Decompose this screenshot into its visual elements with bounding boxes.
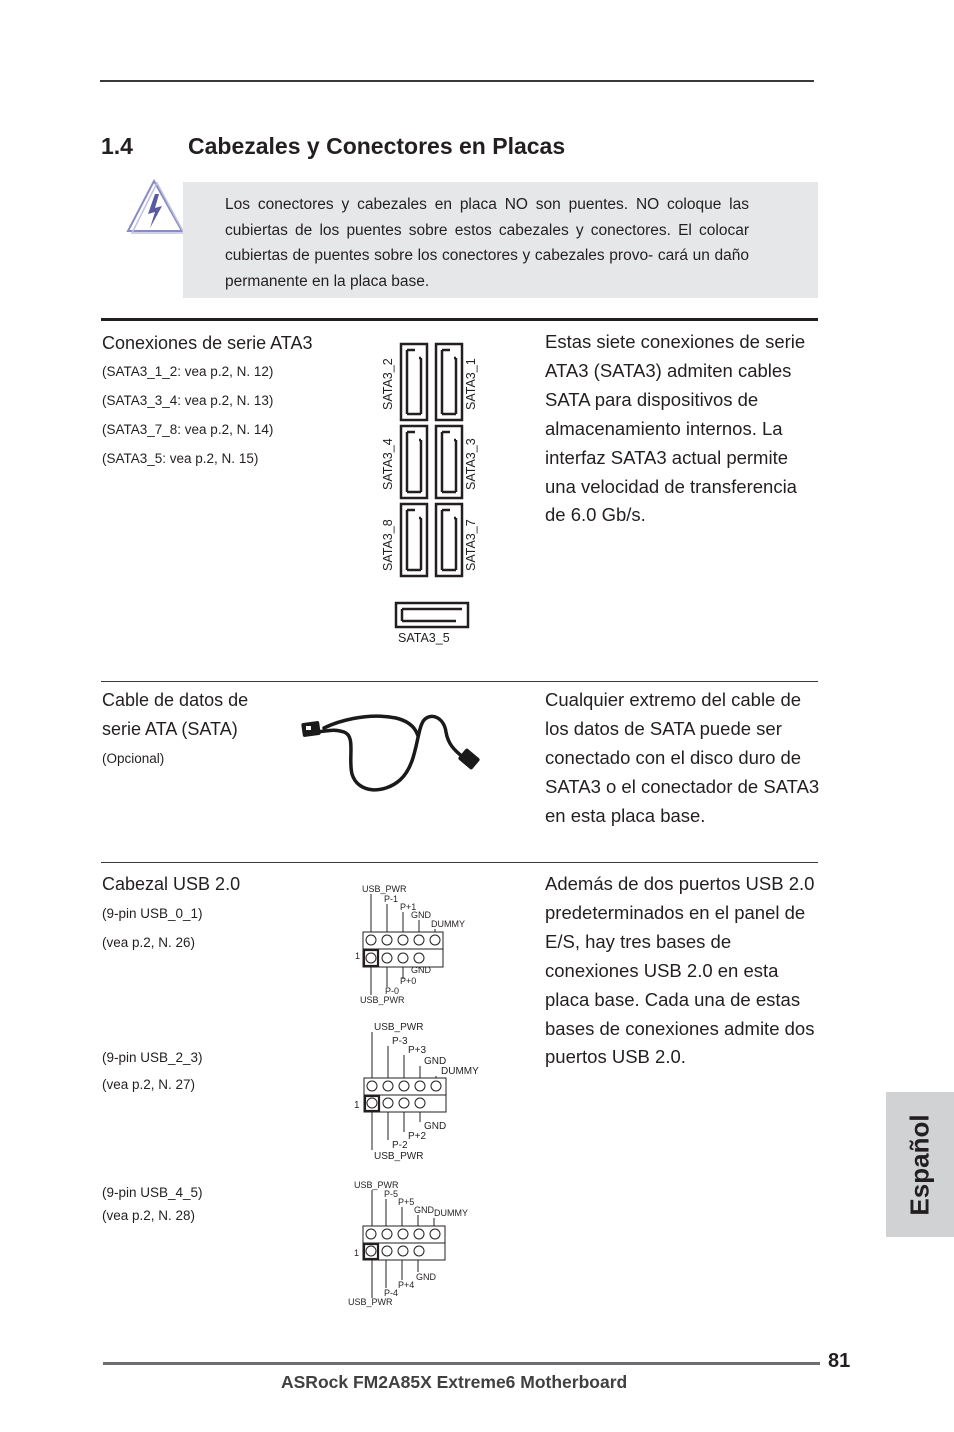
language-side-tab-label: Español bbox=[904, 1113, 935, 1216]
footer-rule bbox=[103, 1362, 820, 1365]
h3-bot-usbpwr: USB_PWR bbox=[348, 1297, 393, 1307]
port-label-sata3-3: SATA3_3 bbox=[464, 438, 478, 490]
h3-top-usbpwr: USB_PWR bbox=[354, 1180, 399, 1190]
page-number: 81 bbox=[828, 1350, 851, 1372]
cable-optional-note: (Opcional) bbox=[102, 751, 165, 766]
h1-bot-usbpwr: USB_PWR bbox=[360, 995, 405, 1005]
section-divider-cable bbox=[101, 681, 818, 682]
sata-ref-2: (SATA3_3_4: vea p.2, N. 13) bbox=[102, 393, 274, 408]
usb-title: Cabezal USB 2.0 bbox=[102, 874, 241, 894]
cable-title-line2: serie ATA (SATA) bbox=[102, 719, 238, 739]
h1-pin1-marker: 1 bbox=[355, 951, 361, 961]
h2-top-dummy: DUMMY bbox=[441, 1066, 479, 1077]
warning-note-box bbox=[183, 182, 818, 298]
sata-connectors-diagram bbox=[372, 338, 484, 650]
h3-top-dummy: DUMMY bbox=[434, 1208, 468, 1218]
usb-header2-ref: (vea p.2, N. 27) bbox=[102, 1077, 196, 1092]
h3-bot-pminus: P-4 bbox=[384, 1288, 399, 1298]
h1-bot-pminus: P-0 bbox=[385, 986, 400, 996]
h2-top-pplus: P+3 bbox=[408, 1045, 427, 1056]
h3-bot-gnd: GND bbox=[416, 1272, 436, 1282]
warning-lightning-icon bbox=[124, 178, 186, 236]
h2-top-usbpwr: USB_PWR bbox=[374, 1022, 424, 1033]
sata-ref-4: (SATA3_5: vea p.2, N. 15) bbox=[102, 451, 259, 466]
usb-description: Además de dos puertos USB 2.0 predeterminados en el panel de E/S, hay tres bases de conexiones USB 2.0 en esta placa base. Cada una de estas bases de conexiones admite dos puertos USB 2.0. bbox=[545, 873, 815, 1068]
section-divider-sata bbox=[101, 318, 818, 321]
h1-top-gnd: GND bbox=[411, 910, 431, 920]
port-label-sata3-7: SATA3_7 bbox=[464, 519, 478, 571]
h2-bot-gnd: GND bbox=[424, 1121, 447, 1132]
top-rule bbox=[100, 80, 814, 82]
h2-top-pminus: P-3 bbox=[392, 1036, 408, 1047]
h2-bot-pminus: P-2 bbox=[392, 1140, 408, 1151]
sata-cable-image bbox=[296, 700, 488, 800]
port-label-sata3-8: SATA3_8 bbox=[381, 519, 395, 571]
h1-top-pplus: P+1 bbox=[400, 902, 417, 912]
usb-header3-diagram bbox=[346, 1176, 476, 1310]
sata-ref-1: (SATA3_1_2: vea p.2, N. 12) bbox=[102, 364, 274, 379]
port-label-sata3-4: SATA3_4 bbox=[381, 438, 395, 490]
cable-description: Cualquier extremo del cable de los datos de SATA puede ser conectado con el disco duro de SATA3 o el conectador de SATA3 en esta placa base. bbox=[545, 689, 820, 826]
sata-ref-3: (SATA3_7_8: vea p.2, N. 14) bbox=[102, 422, 274, 437]
section-title: Cabezales y Conectores en Placas bbox=[188, 133, 566, 159]
usb-header2-pins: (9-pin USB_2_3) bbox=[102, 1050, 203, 1065]
h1-bot-pplus: P+0 bbox=[400, 976, 417, 986]
usb-header1-ref: (vea p.2, N. 26) bbox=[102, 935, 196, 950]
usb-header3-ref: (vea p.2, N. 28) bbox=[102, 1208, 196, 1223]
warning-note-text: Los conectores y cabezales en placa NO son puentes. NO coloque las cubiertas de los puentes sobre estos cabezales y conectores. El colocar cubiertas de puentes sobre los conectores y cabezales provo- cará un daño permanente en la placa base. bbox=[225, 196, 749, 290]
sata-title: Conexiones de serie ATA3 bbox=[102, 333, 313, 353]
usb-header1-pins: (9-pin USB_0_1) bbox=[102, 906, 203, 921]
h1-top-pminus: P-1 bbox=[384, 894, 399, 904]
sata-description: Estas siete conexiones de serie ATA3 (SATA3) admiten cables SATA para dispositivos de almacenamiento internos. La interfaz SATA3 actual permite una velocidad de transferencia de 6.0 Gb/s. bbox=[545, 331, 806, 526]
h2-pin1-marker: 1 bbox=[354, 1100, 360, 1111]
h2-top-gnd: GND bbox=[424, 1056, 447, 1067]
section-divider-usb bbox=[101, 862, 818, 863]
section-number: 1.4 bbox=[101, 133, 133, 159]
usb-header1-diagram bbox=[352, 882, 482, 1007]
port-label-sata3-5: SATA3_5 bbox=[398, 631, 450, 645]
h1-top-usbpwr: USB_PWR bbox=[362, 884, 407, 894]
h1-top-dummy: DUMMY bbox=[431, 919, 465, 929]
h3-bot-pplus: P+4 bbox=[398, 1280, 415, 1290]
h1-bot-gnd: GND bbox=[411, 965, 431, 975]
h3-pin1-marker: 1 bbox=[354, 1248, 360, 1258]
h2-bot-usbpwr: USB_PWR bbox=[374, 1151, 424, 1162]
port-label-sata3-1: SATA3_1 bbox=[464, 358, 478, 410]
h3-top-pplus: P+5 bbox=[398, 1197, 415, 1207]
cable-title-line1: Cable de datos de bbox=[102, 690, 249, 710]
h3-top-pminus: P-5 bbox=[384, 1189, 399, 1199]
port-label-sata3-2: SATA3_2 bbox=[381, 358, 395, 410]
h3-top-gnd: GND bbox=[414, 1205, 434, 1215]
h2-bot-pplus: P+2 bbox=[408, 1131, 427, 1142]
usb-header3-pins: (9-pin USB_4_5) bbox=[102, 1185, 203, 1200]
usb-header2-diagram bbox=[352, 1018, 482, 1166]
language-side-tab bbox=[886, 1092, 954, 1237]
footer-product-name: ASRock FM2A85X Extreme6 Motherboard bbox=[281, 1372, 628, 1392]
